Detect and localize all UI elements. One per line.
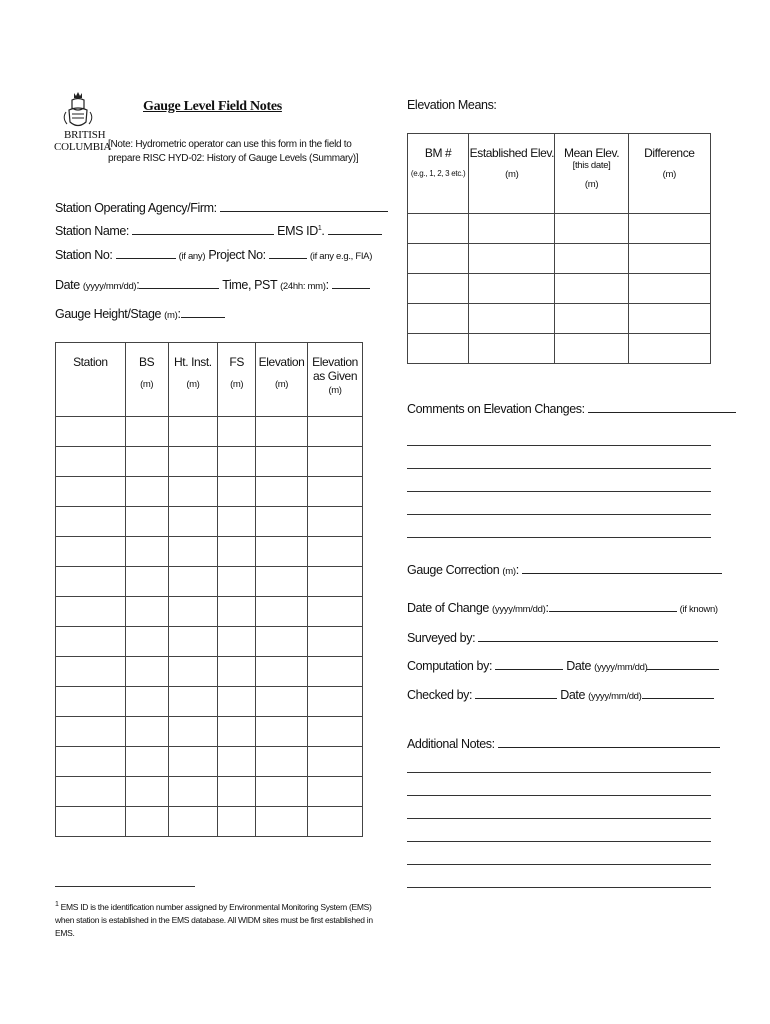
- elevation-means-cell[interactable]: [408, 274, 469, 304]
- level-table-cell[interactable]: [125, 687, 168, 717]
- date-of-change-format: (yyyy/mm/dd): [492, 604, 546, 615]
- checked-date-label: Date: [560, 688, 586, 702]
- level-table-cell[interactable]: [125, 777, 168, 807]
- level-table-row: [56, 477, 363, 507]
- level-table-cell[interactable]: [218, 447, 256, 477]
- form-title: Gauge Level Field Notes: [143, 99, 282, 114]
- gauge-height-unit: (m): [164, 310, 178, 321]
- comments-line[interactable]: [407, 514, 711, 515]
- level-table-row: [56, 807, 363, 837]
- notes-line[interactable]: [407, 795, 711, 796]
- level-table-row: [56, 447, 363, 477]
- elevation-means-table: [407, 133, 711, 364]
- level-table-cell[interactable]: [125, 597, 168, 627]
- level-table-cell[interactable]: [125, 537, 168, 567]
- level-table-cell[interactable]: [256, 717, 308, 747]
- level-table-cell[interactable]: [56, 507, 126, 537]
- if-any-eg-label: (if any e.g., FIA): [309, 251, 373, 262]
- time-format: (24hh: mm): [280, 281, 326, 292]
- level-table-cell[interactable]: [168, 627, 218, 657]
- elevation-means-cell[interactable]: [408, 334, 469, 364]
- level-table-cell[interactable]: [218, 717, 256, 747]
- level-table-cell[interactable]: [218, 537, 256, 567]
- computation-by-field[interactable]: [407, 658, 719, 673]
- level-table-cell[interactable]: [56, 777, 126, 807]
- level-table-cell[interactable]: [256, 627, 308, 657]
- level-table-cell[interactable]: [168, 747, 218, 777]
- elevation-means-cell[interactable]: [628, 244, 710, 274]
- level-table-cell[interactable]: [125, 627, 168, 657]
- level-table-cell[interactable]: [218, 567, 256, 597]
- time-label: Time, PST: [222, 278, 277, 292]
- elevation-means-cell[interactable]: [628, 274, 710, 304]
- col-elevation: Elevation (m): [256, 343, 308, 417]
- level-table-cell[interactable]: [56, 417, 126, 447]
- level-table-row: [56, 567, 363, 597]
- elevation-means-row: [408, 304, 711, 334]
- footnote-text: EMS ID is the identification number assigned by Environmental Monitoring System (EMS) when station is established in the EMS database. All WIDM sites must be first established in EMS.: [55, 901, 373, 938]
- level-table-cell[interactable]: [125, 417, 168, 447]
- level-table-cell[interactable]: [125, 657, 168, 687]
- elevation-means-cell[interactable]: [628, 214, 710, 244]
- level-table-row: [56, 657, 363, 687]
- level-table-row: [56, 747, 363, 777]
- elevation-means-cell[interactable]: [555, 244, 628, 274]
- level-table-row: [56, 627, 363, 657]
- logo-line1: BRITISH: [64, 129, 106, 141]
- level-table-cell[interactable]: [56, 627, 126, 657]
- level-table-cell[interactable]: [256, 477, 308, 507]
- comments-label: Comments on Elevation Changes: [407, 402, 582, 416]
- level-table-row: [56, 597, 363, 627]
- checked-by-label: Checked by:: [407, 688, 476, 702]
- gauge-correction-unit: (m): [502, 566, 516, 577]
- elevation-means-cell[interactable]: [628, 334, 710, 364]
- comments-line[interactable]: [407, 491, 711, 492]
- level-table-cell[interactable]: [168, 447, 218, 477]
- level-table-cell[interactable]: [218, 687, 256, 717]
- date-of-change-label: Date of Change: [407, 601, 489, 615]
- level-table-cell[interactable]: [56, 567, 126, 597]
- level-table-cell[interactable]: [308, 597, 363, 627]
- level-table-cell[interactable]: [125, 507, 168, 537]
- level-table-cell[interactable]: [56, 597, 126, 627]
- notes-line[interactable]: [407, 887, 711, 888]
- level-table-cell[interactable]: [218, 807, 256, 837]
- date-label: Date: [55, 278, 80, 292]
- level-table-cell[interactable]: [218, 747, 256, 777]
- comments-line[interactable]: [407, 537, 711, 538]
- level-table-cell[interactable]: [168, 417, 218, 447]
- elevation-means-row: [408, 214, 711, 244]
- level-table-cell[interactable]: [168, 687, 218, 717]
- level-table-cell[interactable]: [308, 807, 363, 837]
- date-of-change-field[interactable]: Date of Change (yyyy/mm/dd): (if known): [407, 601, 718, 615]
- elevation-means-cell[interactable]: [469, 334, 555, 364]
- checked-date-format: (yyyy/mm/dd): [588, 691, 642, 702]
- notes-line[interactable]: [407, 841, 711, 842]
- gauge-height-field[interactable]: Gauge Height/Stage (m):: [55, 306, 225, 321]
- col-bm: BM # (e.g., 1, 2, 3 etc.): [408, 134, 469, 214]
- level-table-cell[interactable]: [256, 507, 308, 537]
- level-table-cell[interactable]: [256, 567, 308, 597]
- notes-line[interactable]: [407, 772, 711, 773]
- level-table-cell[interactable]: [256, 777, 308, 807]
- elevation-means-cell[interactable]: [628, 304, 710, 334]
- comments-field[interactable]: Comments on Elevation Changes:: [407, 401, 736, 416]
- gauge-correction-label: Gauge Correction: [407, 563, 500, 577]
- col-fs: FS (m): [218, 343, 256, 417]
- checked-by-field[interactable]: [407, 687, 714, 702]
- form-note: [Note: Hydrometric operator can use this form in the field to prepare RISC HYD-02: History of Gauge Levels (Summary)]: [108, 139, 359, 164]
- level-table-cell[interactable]: [256, 657, 308, 687]
- level-table-cell[interactable]: [56, 537, 126, 567]
- level-table-cell[interactable]: [168, 717, 218, 747]
- date-time-field[interactable]: Date (yyyy/mm/dd): Time, PST (24hh: mm):: [55, 277, 370, 292]
- level-table-cell[interactable]: [308, 477, 363, 507]
- col-difference: Difference (m): [628, 134, 710, 214]
- level-table-cell[interactable]: [56, 807, 126, 837]
- level-table-cell[interactable]: [256, 537, 308, 567]
- elevation-means-row: [408, 334, 711, 364]
- ems-id-label: EMS ID: [277, 224, 318, 238]
- level-table-cell[interactable]: [308, 567, 363, 597]
- if-known-label: (if known): [679, 604, 718, 615]
- col-ht-inst: Ht. Inst. (m): [168, 343, 218, 417]
- gauge-height-label: Gauge Height/Stage: [55, 307, 162, 321]
- additional-notes-field[interactable]: [407, 736, 720, 751]
- level-table-cell[interactable]: [168, 807, 218, 837]
- agency-label: Station Operating Agency/Firm:: [55, 201, 220, 215]
- level-table-cell[interactable]: [308, 717, 363, 747]
- agency-field[interactable]: [55, 200, 388, 215]
- elevation-means-cell[interactable]: [555, 214, 628, 244]
- station-name-field[interactable]: Station Name: EMS $ID^1$.: [55, 223, 382, 238]
- comments-line[interactable]: [407, 445, 711, 446]
- elevation-means-cell[interactable]: [555, 274, 628, 304]
- elevation-means-row: [408, 274, 711, 304]
- level-table-row: [56, 777, 363, 807]
- level-table-cell[interactable]: [218, 657, 256, 687]
- level-table-cell[interactable]: [125, 477, 168, 507]
- elevation-means-cell[interactable]: [469, 304, 555, 334]
- level-table-cell[interactable]: [125, 567, 168, 597]
- level-table-cell[interactable]: [308, 657, 363, 687]
- level-table-cell[interactable]: [218, 507, 256, 537]
- comments-line[interactable]: [407, 468, 711, 469]
- elevation-means-title: Elevation Means:: [407, 98, 497, 112]
- elevation-means-row: [408, 244, 711, 274]
- level-table-cell[interactable]: [168, 537, 218, 567]
- level-table-cell[interactable]: [168, 777, 218, 807]
- level-table-cell[interactable]: [56, 687, 126, 717]
- level-table-cell[interactable]: [218, 477, 256, 507]
- level-table-cell[interactable]: [125, 747, 168, 777]
- level-table-cell[interactable]: [56, 657, 126, 687]
- level-table-cell[interactable]: [218, 417, 256, 447]
- surveyed-by-label: Surveyed by:: [407, 631, 479, 645]
- level-table-cell[interactable]: [308, 687, 363, 717]
- level-table-cell[interactable]: [308, 447, 363, 477]
- level-table-cell[interactable]: [308, 537, 363, 567]
- level-table-cell[interactable]: [308, 507, 363, 537]
- station-no-field[interactable]: [55, 247, 372, 262]
- computation-date-label: Date: [566, 659, 591, 673]
- level-table-cell[interactable]: [256, 597, 308, 627]
- if-any-label: (if any): [178, 251, 206, 262]
- project-no-label: Project No:: [208, 248, 269, 262]
- level-table-cell[interactable]: [256, 417, 308, 447]
- level-table-cell[interactable]: [256, 447, 308, 477]
- col-elevation-as-given: Elevation as Given (m): [308, 343, 363, 417]
- level-table-cell[interactable]: [125, 447, 168, 477]
- footnote-mark: 1: [55, 901, 59, 908]
- level-table-cell[interactable]: [218, 777, 256, 807]
- level-table-cell[interactable]: [168, 657, 218, 687]
- elevation-means-cell[interactable]: [408, 304, 469, 334]
- level-table-header: [56, 343, 363, 417]
- level-table-cell[interactable]: [56, 447, 126, 477]
- ems-footnote-mark: 1: [317, 224, 322, 232]
- level-table-cell[interactable]: [168, 507, 218, 537]
- notes-line[interactable]: [407, 818, 711, 819]
- elevation-means-cell[interactable]: [555, 334, 628, 364]
- station-name-label: Station Name:: [55, 224, 133, 238]
- logo-line2: COLUMBIA: [54, 141, 112, 153]
- level-table-cell[interactable]: [218, 597, 256, 627]
- level-table-cell[interactable]: [256, 687, 308, 717]
- computation-date-format: (yyyy/mm/dd): [594, 662, 648, 673]
- level-table-cell[interactable]: [308, 627, 363, 657]
- notes-line[interactable]: [407, 864, 711, 865]
- level-table-cell[interactable]: [125, 807, 168, 837]
- level-table-row: [56, 507, 363, 537]
- elevation-means-cell[interactable]: [408, 244, 469, 274]
- level-table-row: [56, 687, 363, 717]
- footnote-divider: [55, 886, 195, 887]
- col-bs: BS (m): [125, 343, 168, 417]
- level-table-cell[interactable]: [256, 747, 308, 777]
- level-table-cell[interactable]: [308, 417, 363, 447]
- footnote: [55, 898, 375, 940]
- level-table-cell[interactable]: [256, 807, 308, 837]
- level-table-cell[interactable]: [125, 717, 168, 747]
- station-no-label: Station No:: [55, 248, 116, 262]
- date-format: (yyyy/mm/dd): [82, 281, 137, 292]
- level-table-cell[interactable]: [308, 777, 363, 807]
- elevation-means-cell[interactable]: [469, 244, 555, 274]
- level-table: [55, 342, 363, 837]
- level-table-cell[interactable]: [56, 747, 126, 777]
- level-table-cell[interactable]: [168, 567, 218, 597]
- additional-notes-label: Additional Notes:: [407, 737, 498, 751]
- elevation-means-cell[interactable]: [469, 274, 555, 304]
- elevation-means-cell[interactable]: [408, 214, 469, 244]
- col-station: Station: [56, 343, 126, 417]
- level-table-row: [56, 417, 363, 447]
- elevation-means-cell[interactable]: [469, 214, 555, 244]
- level-table-cell[interactable]: [56, 717, 126, 747]
- gauge-correction-field[interactable]: Gauge Correction (m):: [407, 562, 722, 577]
- level-table-cell[interactable]: [218, 627, 256, 657]
- level-table-cell[interactable]: [168, 477, 218, 507]
- level-table-row: [56, 537, 363, 567]
- bc-logo: [54, 92, 112, 162]
- col-established-elev: Established Elev. (m): [469, 134, 555, 214]
- col-mean-elev: Mean Elev. [this date] (m): [555, 134, 628, 214]
- level-table-cell[interactable]: [168, 597, 218, 627]
- surveyed-by-field[interactable]: [407, 630, 718, 645]
- level-table-row: [56, 717, 363, 747]
- level-table-cell[interactable]: [56, 477, 126, 507]
- level-table-cell[interactable]: [308, 747, 363, 777]
- elevation-means-cell[interactable]: [555, 304, 628, 334]
- elevation-means-header: [408, 134, 711, 214]
- crest-icon: [54, 92, 104, 130]
- computation-by-label: Computation by:: [407, 659, 496, 673]
